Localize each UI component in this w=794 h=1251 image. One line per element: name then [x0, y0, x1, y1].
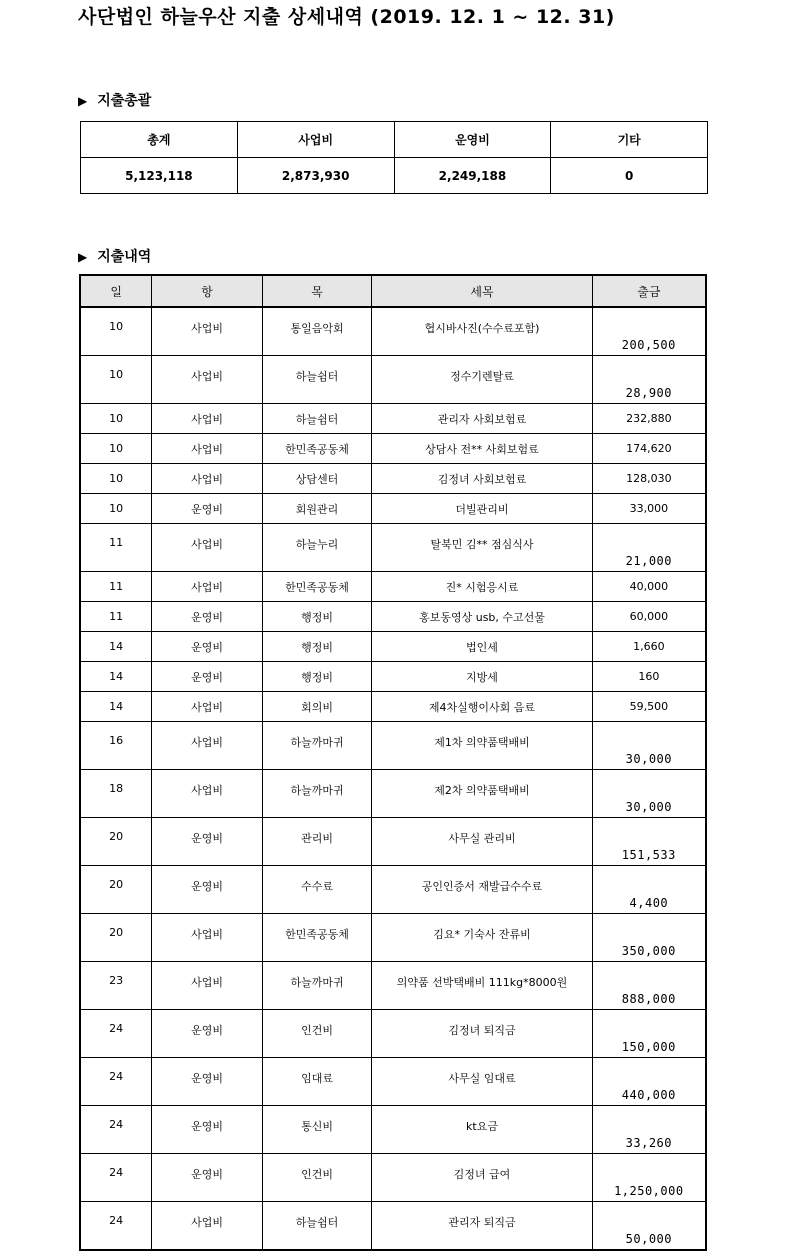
detail-header-cell: 세목 [372, 275, 592, 307]
table-row [80, 914, 706, 962]
detail-mok-cell: 통신비 [262, 1106, 372, 1154]
detail-header-row [80, 275, 706, 307]
summary-header-row [81, 122, 708, 158]
detail-mok-cell: 인건비 [262, 1010, 372, 1058]
detail-semok-cell: 더빌관리비 [372, 494, 592, 524]
detail-day-cell: 10 [80, 356, 152, 404]
detail-amount-cell: 150,000 [592, 1010, 706, 1058]
detail-semok-cell: 홍보동영상 usb, 수고선물 [372, 602, 592, 632]
detail-hang-cell: 사업비 [152, 356, 263, 404]
detail-hang-cell: 사업비 [152, 524, 263, 572]
detail-mok-cell: 하늘쉼터 [262, 404, 372, 434]
table-row [80, 1154, 706, 1202]
detail-semok-cell: 협시바사진(수수료포함) [372, 307, 592, 356]
table-row [80, 1202, 706, 1251]
detail-amount-cell: 33,000 [592, 494, 706, 524]
detail-mok-cell: 한민족공동체 [262, 434, 372, 464]
detail-amount-cell: 60,000 [592, 602, 706, 632]
detail-day-cell: 10 [80, 434, 152, 464]
detail-amount-cell: 59,500 [592, 692, 706, 722]
detail-semok-cell: 진* 시험응시료 [372, 572, 592, 602]
table-row [80, 722, 706, 770]
table-row [80, 356, 706, 404]
detail-day-cell: 14 [80, 692, 152, 722]
detail-header-cell: 일 [80, 275, 152, 307]
summary-project-cost: 2,873,930 [237, 158, 394, 194]
detail-day-cell: 20 [80, 914, 152, 962]
detail-day-cell: 24 [80, 1010, 152, 1058]
detail-amount-cell: 4,400 [592, 866, 706, 914]
detail-day-cell: 24 [80, 1154, 152, 1202]
detail-day-cell: 14 [80, 632, 152, 662]
detail-mok-cell: 수수료 [262, 866, 372, 914]
detail-hang-cell: 사업비 [152, 1202, 263, 1251]
summary-header-cell: 운영비 [394, 122, 551, 158]
detail-mok-cell: 행정비 [262, 632, 372, 662]
table-row [80, 962, 706, 1010]
detail-table [79, 274, 707, 1251]
detail-hang-cell: 사업비 [152, 692, 263, 722]
detail-header-cell: 항 [152, 275, 263, 307]
detail-hang-cell: 사업비 [152, 914, 263, 962]
detail-amount-cell: 50,000 [592, 1202, 706, 1251]
detail-semok-cell: 관리자 사회보험료 [372, 404, 592, 434]
table-row [80, 632, 706, 662]
detail-semok-cell: 사무실 임대료 [372, 1058, 592, 1106]
table-row [80, 1058, 706, 1106]
summary-other: 0 [551, 158, 708, 194]
detail-day-cell: 24 [80, 1058, 152, 1106]
detail-hang-cell: 운영비 [152, 1154, 263, 1202]
detail-mok-cell: 하늘까마귀 [262, 722, 372, 770]
detail-day-cell: 10 [80, 494, 152, 524]
detail-amount-cell: 174,620 [592, 434, 706, 464]
detail-hang-cell: 운영비 [152, 602, 263, 632]
detail-day-cell: 24 [80, 1106, 152, 1154]
detail-hang-cell: 운영비 [152, 494, 263, 524]
detail-amount-cell: 350,000 [592, 914, 706, 962]
detail-mok-cell: 하늘쉼터 [262, 1202, 372, 1251]
detail-semok-cell: 정수기렌탈료 [372, 356, 592, 404]
detail-amount-cell: 440,000 [592, 1058, 706, 1106]
detail-hang-cell: 운영비 [152, 1058, 263, 1106]
detail-day-cell: 24 [80, 1202, 152, 1251]
detail-day-cell: 11 [80, 602, 152, 632]
detail-hang-cell: 사업비 [152, 307, 263, 356]
detail-semok-cell: 의약품 선박택배비 111kg*8000원 [372, 962, 592, 1010]
detail-semok-cell: 김정녀 퇴직금 [372, 1010, 592, 1058]
detail-mok-cell: 한민족공동체 [262, 572, 372, 602]
detail-semok-cell: 제4차실행이사회 음료 [372, 692, 592, 722]
detail-mok-cell: 통일음악회 [262, 307, 372, 356]
summary-header-cell: 기타 [551, 122, 708, 158]
detail-hang-cell: 운영비 [152, 662, 263, 692]
detail-mok-cell: 임대료 [262, 1058, 372, 1106]
detail-mok-cell: 회의비 [262, 692, 372, 722]
table-row [80, 572, 706, 602]
summary-table [80, 121, 708, 194]
detail-amount-cell: 200,500 [592, 307, 706, 356]
detail-mok-cell: 하늘까마귀 [262, 962, 372, 1010]
summary-header-cell: 사업비 [237, 122, 394, 158]
detail-mok-cell: 관리비 [262, 818, 372, 866]
detail-heading-text: 지출내역 [97, 249, 152, 265]
detail-amount-cell: 40,000 [592, 572, 706, 602]
detail-amount-cell: 21,000 [592, 524, 706, 572]
table-row [80, 404, 706, 434]
detail-mok-cell: 한민족공동체 [262, 914, 372, 962]
detail-mok-cell: 하늘까마귀 [262, 770, 372, 818]
detail-semok-cell: 사무실 관리비 [372, 818, 592, 866]
detail-day-cell: 10 [80, 464, 152, 494]
detail-hang-cell: 사업비 [152, 722, 263, 770]
detail-heading [78, 246, 151, 266]
detail-day-cell: 16 [80, 722, 152, 770]
detail-hang-cell: 운영비 [152, 866, 263, 914]
detail-semok-cell: 관리자 퇴직금 [372, 1202, 592, 1251]
detail-table-body [80, 307, 706, 1250]
detail-day-cell: 11 [80, 524, 152, 572]
table-row [80, 524, 706, 572]
detail-hang-cell: 사업비 [152, 404, 263, 434]
detail-day-cell: 10 [80, 307, 152, 356]
triangle-right-icon: ▶ [78, 250, 88, 264]
detail-day-cell: 14 [80, 662, 152, 692]
table-row [80, 692, 706, 722]
table-row [80, 434, 706, 464]
detail-hang-cell: 사업비 [152, 464, 263, 494]
detail-mok-cell: 행정비 [262, 662, 372, 692]
summary-operating-cost: 2,249,188 [394, 158, 551, 194]
detail-amount-cell: 30,000 [592, 770, 706, 818]
detail-amount-cell: 128,030 [592, 464, 706, 494]
detail-semok-cell: 탈북민 김** 점심식사 [372, 524, 592, 572]
detail-day-cell: 20 [80, 818, 152, 866]
detail-semok-cell: 공인인증서 재발급수수료 [372, 866, 592, 914]
page-title: 사단법인 하늘우산 지출 상세내역 (2019. 12. 1 ~ 12. 31) [78, 6, 615, 28]
detail-day-cell: 10 [80, 404, 152, 434]
table-row [80, 602, 706, 632]
detail-header-cell: 출금 [592, 275, 706, 307]
table-row [80, 494, 706, 524]
detail-hang-cell: 운영비 [152, 632, 263, 662]
detail-amount-cell: 232,880 [592, 404, 706, 434]
detail-semok-cell: 제2차 의약품택배비 [372, 770, 592, 818]
summary-heading [78, 90, 151, 110]
detail-hang-cell: 사업비 [152, 434, 263, 464]
detail-amount-cell: 33,260 [592, 1106, 706, 1154]
detail-day-cell: 18 [80, 770, 152, 818]
table-row [80, 818, 706, 866]
detail-hang-cell: 운영비 [152, 1010, 263, 1058]
detail-amount-cell: 1,250,000 [592, 1154, 706, 1202]
detail-mok-cell: 회원관리 [262, 494, 372, 524]
detail-day-cell: 23 [80, 962, 152, 1010]
triangle-right-icon: ▶ [78, 94, 88, 108]
table-row [80, 770, 706, 818]
detail-amount-cell: 160 [592, 662, 706, 692]
detail-mok-cell: 행정비 [262, 602, 372, 632]
detail-amount-cell: 1,660 [592, 632, 706, 662]
detail-semok-cell: 상담사 전** 사회보험료 [372, 434, 592, 464]
table-row [80, 464, 706, 494]
summary-heading-text: 지출총괄 [97, 93, 152, 109]
table-row [80, 866, 706, 914]
detail-day-cell: 11 [80, 572, 152, 602]
detail-amount-cell: 28,900 [592, 356, 706, 404]
detail-hang-cell: 사업비 [152, 572, 263, 602]
detail-hang-cell: 사업비 [152, 962, 263, 1010]
detail-semok-cell: 김정녀 사회보험료 [372, 464, 592, 494]
table-row [80, 662, 706, 692]
detail-hang-cell: 운영비 [152, 1106, 263, 1154]
detail-semok-cell: 지방세 [372, 662, 592, 692]
summary-total: 5,123,118 [81, 158, 238, 194]
table-row [80, 1010, 706, 1058]
detail-header-cell: 목 [262, 275, 372, 307]
table-row [80, 1106, 706, 1154]
detail-semok-cell: 법인세 [372, 632, 592, 662]
summary-header-cell: 총계 [81, 122, 238, 158]
table-row [80, 307, 706, 356]
detail-mok-cell: 하늘누리 [262, 524, 372, 572]
detail-semok-cell: 제1차 의약품택배비 [372, 722, 592, 770]
detail-mok-cell: 상담센터 [262, 464, 372, 494]
detail-amount-cell: 888,000 [592, 962, 706, 1010]
detail-semok-cell: 김정녀 급여 [372, 1154, 592, 1202]
detail-mok-cell: 하늘쉼터 [262, 356, 372, 404]
summary-value-row [81, 158, 708, 194]
detail-mok-cell: 인건비 [262, 1154, 372, 1202]
detail-semok-cell: 김요* 기숙사 잔류비 [372, 914, 592, 962]
detail-hang-cell: 운영비 [152, 818, 263, 866]
detail-hang-cell: 사업비 [152, 770, 263, 818]
detail-amount-cell: 30,000 [592, 722, 706, 770]
detail-amount-cell: 151,533 [592, 818, 706, 866]
detail-day-cell: 20 [80, 866, 152, 914]
detail-semok-cell: kt요금 [372, 1106, 592, 1154]
